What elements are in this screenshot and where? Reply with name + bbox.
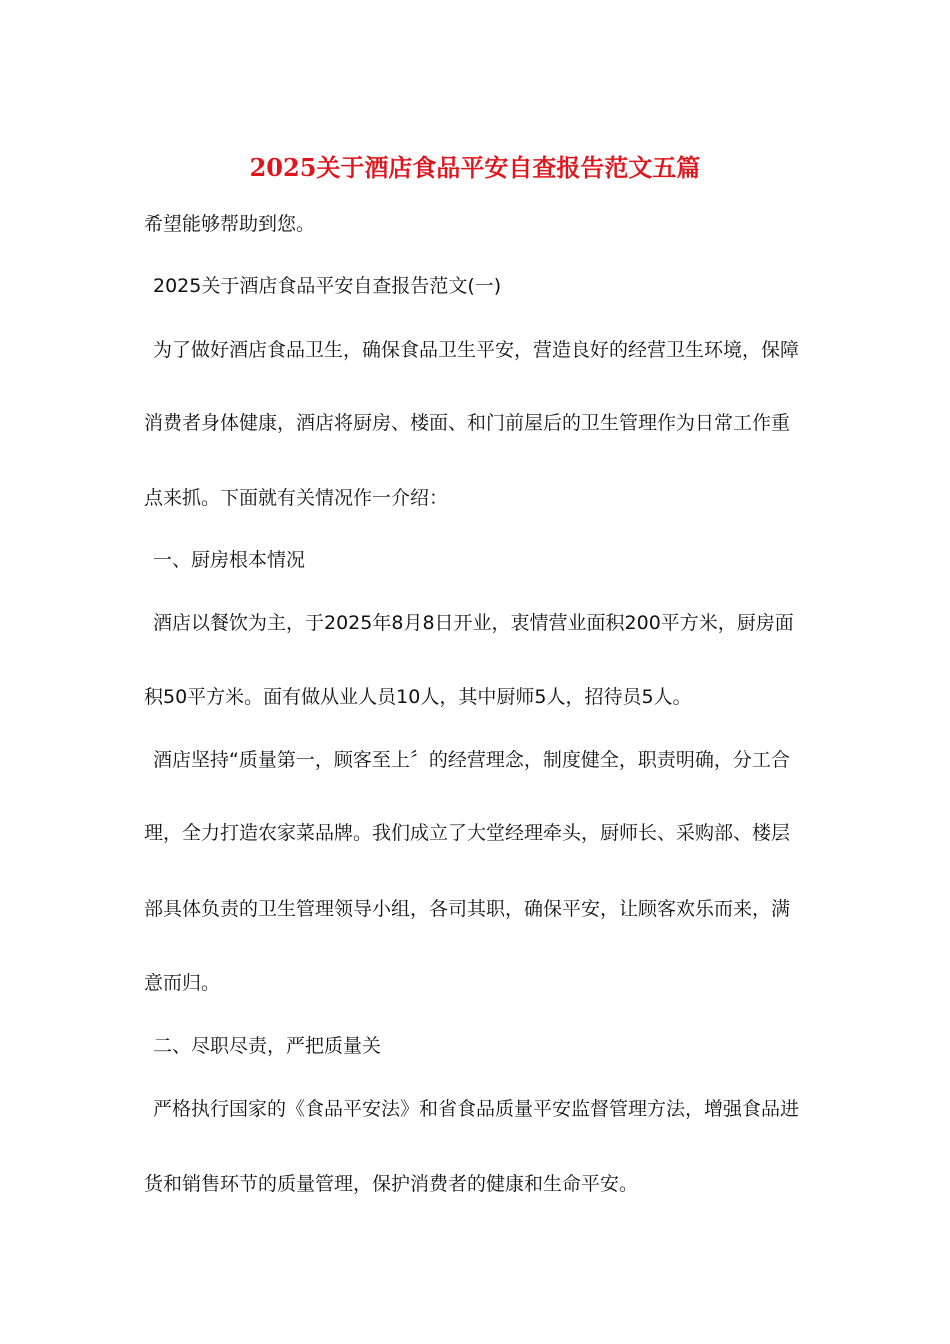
section-heading-1: 2025关于酒店食品平安自查报告范文(一)	[153, 275, 502, 297]
paragraph-line: 为了做好酒店食品卫生，确保食品卫生平安，营造良好的经营卫生环境，保障	[153, 339, 800, 361]
paragraph-line: 意而归。	[144, 972, 221, 994]
intro-line: 希望能够帮助到您。	[144, 213, 316, 235]
paragraph-line: 酒店坚持“质量第一，顾客至上〞的经营理念，制度健全，职责明确，分工合	[153, 749, 790, 771]
paragraph-line: 部具体负责的卫生管理领导小组，各司其职，确保平安，让顾客欢乐而来，满	[144, 898, 791, 920]
document-title: 2025关于酒店食品平安自查报告范文五篇	[249, 153, 701, 182]
subheading-2: 二、尽职尽责，严把质量关	[153, 1035, 382, 1057]
paragraph-line: 消费者身体健康，酒店将厨房、楼面、和门前屋后的卫生管理作为日常工作重	[144, 412, 791, 434]
paragraph-line: 酒店以餐饮为主，于2025年8月8日开业，衷情营业面积200平方米，厨房面	[153, 612, 794, 634]
paragraph-line: 严格执行国家的《食品平安法》和省食品质量平安监督管理方法，增强食品进	[153, 1098, 800, 1120]
subheading-1: 一、厨房根本情况	[153, 549, 306, 571]
paragraph-line: 积50平方米。面有做从业人员10人，其中厨师5人，招待员5人。	[144, 686, 692, 708]
paragraph-line: 理，全力打造农家菜品牌。我们成立了大堂经理牵头，厨师长、采购部、楼层	[144, 822, 791, 844]
paragraph-line: 货和销售环节的质量管理，保护消费者的健康和生命平安。	[144, 1173, 639, 1195]
paragraph-line: 点来抓。下面就有关情况作一介绍：	[144, 487, 449, 509]
